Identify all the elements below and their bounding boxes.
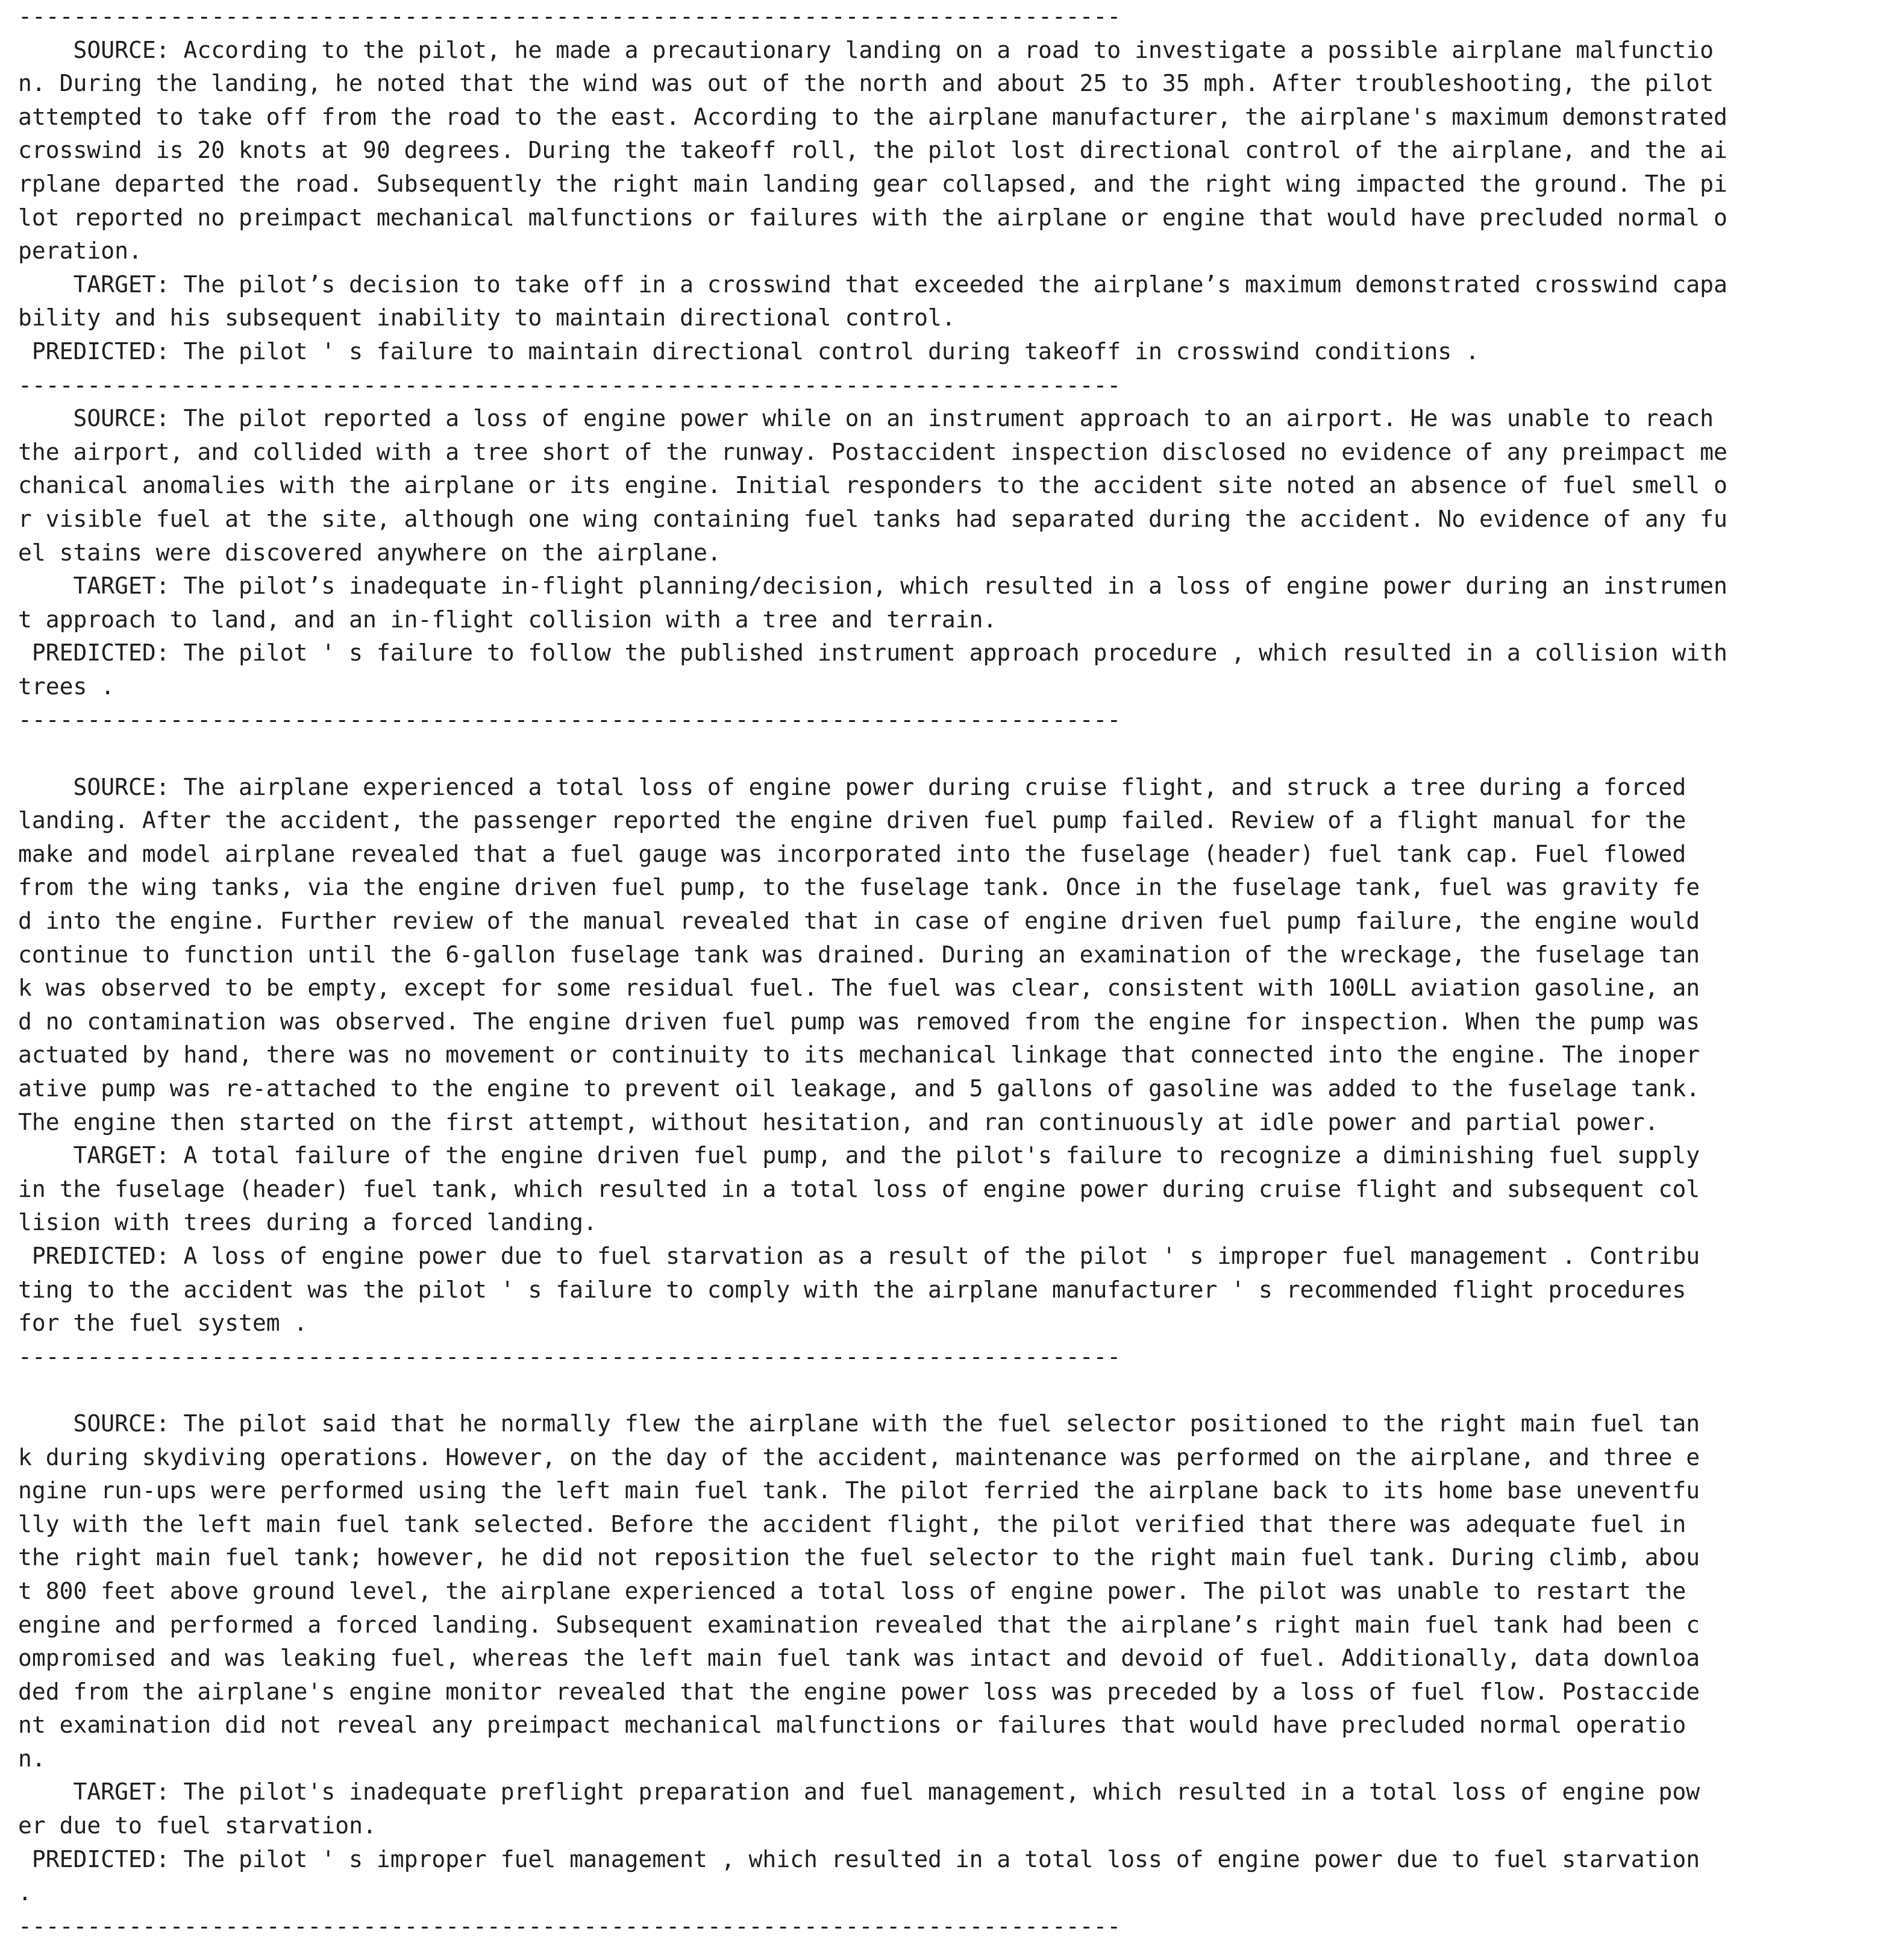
target-line: TARGET: The pilot's inadequate preflight preparation and fuel management, which resulted in a total loss of engine pow [18, 1778, 1700, 1806]
output-line: el stains were discovered anywhere on the airplane. [18, 539, 721, 566]
output-line: make and model airplane revealed that a fuel gauge was incorporated into the fuselage (header) fuel tank cap. Fuel flowed [18, 840, 1686, 867]
separator-line: -------------------------------------------------------------------------------- [18, 1912, 1121, 1939]
output-line: crosswind is 20 knots at 90 degrees. During the takeoff roll, the pilot lost directional control of the airplane, and the ai [18, 137, 1727, 164]
output-line: bility and his subsequent inability to maintain directional control. [18, 304, 956, 331]
output-line: k was observed to be empty, except for some residual fuel. The fuel was clear, consistent with 100LL aviation gasoline, an [18, 975, 1700, 1002]
output-line: the airport, and collided with a tree short of the runway. Postaccident inspection disclosed no evidence of any preimpact me [18, 438, 1727, 465]
source-line: SOURCE: The airplane experienced a total loss of engine power during cruise flight, and struck a tree during a forced [18, 773, 1686, 800]
blank-line [18, 737, 1898, 771]
separator-line: -------------------------------------------------------------------------------- [18, 1343, 1121, 1370]
source-line: SOURCE: The pilot reported a loss of engine power while on an instrument approach to an airport. He was unable to reach [18, 405, 1714, 432]
predicted-line: PREDICTED: A loss of engine power due to fuel starvation as a result of the pilot ' s improper fuel management . Contribu [18, 1242, 1700, 1269]
output-line: attempted to take off from the road to the east. According to the airplane manufacturer, the airplane's maximum demonstrated [18, 103, 1727, 130]
output-line: actuated by hand, there was no movement or continuity to its mechanical linkage that connected into the engine. The inoper [18, 1041, 1700, 1069]
output-line: k during skydiving operations. However, on the day of the accident, maintenance was performed on the airplane, and three e [18, 1443, 1700, 1471]
output-line: ative pump was re-attached to the engine to prevent oil leakage, and 5 gallons of gasoline was added to the fuselage tank. [18, 1075, 1700, 1102]
source-line: SOURCE: According to the pilot, he made a precautionary landing on a road to investigate a possible airplane malfunctio [18, 36, 1714, 63]
output-line: trees . [18, 673, 115, 700]
output-line: peration. [18, 237, 142, 265]
output-line: d into the engine. Further review of the manual revealed that in case of engine driven fuel pump failure, the engine would [18, 908, 1700, 935]
predicted-line: PREDICTED: The pilot ' s failure to maintain directional control during takeoff in crosswind conditions . [18, 337, 1480, 365]
output-line: continue to function until the 6-gallon fuselage tank was drained. During an examination of the wreckage, the fuselage tan [18, 941, 1700, 968]
output-line: . [18, 1879, 32, 1906]
output-line: The engine then started on the first attempt, without hesitation, and ran continuously at idle power and partial power. [18, 1108, 1659, 1135]
source-line: SOURCE: The pilot said that he normally flew the airplane with the fuel selector positioned to the right main fuel tan [18, 1410, 1700, 1437]
separator-line: -------------------------------------------------------------------------------- [18, 706, 1121, 733]
output-line: t 800 feet above ground level, the airplane experienced a total loss of engine power. The pilot was unable to restart the [18, 1577, 1686, 1604]
blank-line [18, 1373, 1898, 1407]
output-line: chanical anomalies with the airplane or its engine. Initial responders to the accident site noted an absence of fuel smell o [18, 472, 1727, 499]
output-line: n. During the landing, he noted that the wind was out of the north and about 25 to 35 mph. After troubleshooting, the pilot [18, 70, 1714, 97]
output-line: n. [18, 1745, 46, 1772]
output-line: r visible fuel at the site, although one wing containing fuel tanks had separated during the accident. No evidence of any fu [18, 505, 1727, 532]
output-line: ded from the airplane's engine monitor revealed that the engine power loss was preceded by a loss of fuel flow. Postaccide [18, 1678, 1700, 1705]
output-line: ting to the accident was the pilot ' s failure to comply with the airplane manufacturer ' s recommended flight procedures [18, 1276, 1686, 1303]
target-line: TARGET: A total failure of the engine driven fuel pump, and the pilot's failure to recognize a diminishing fuel supply [18, 1142, 1700, 1169]
output-line: for the fuel system . [18, 1310, 308, 1337]
target-line: TARGET: The pilot’s inadequate in-flight planning/decision, which resulted in a loss of engine power during an instrumen [18, 573, 1727, 600]
output-line: rplane departed the road. Subsequently the right main landing gear collapsed, and the right wing impacted the ground. The pi [18, 170, 1727, 197]
output-line: ngine run-ups were performed using the left main fuel tank. The pilot ferried the airplane back to its home base uneventfu [18, 1477, 1700, 1504]
output-line: in the fuselage (header) fuel tank, which resulted in a total loss of engine power during cruise flight and subsequent col [18, 1175, 1700, 1202]
output-line: lot reported no preimpact mechanical malfunctions or failures with the airplane or engine that would have precluded normal o [18, 204, 1727, 231]
target-line: TARGET: The pilot’s decision to take off in a crosswind that exceeded the airplane’s maximum demonstrated crosswind capa [18, 271, 1727, 298]
output-line: lly with the left main fuel tank selected. Before the accident flight, the pilot verified that there was adequate fuel in [18, 1510, 1686, 1537]
output-line: lision with trees during a forced landing. [18, 1209, 597, 1236]
output-line: from the wing tanks, via the engine driven fuel pump, to the fuselage tank. Once in the fuselage tank, fuel was gravity fe [18, 874, 1700, 901]
output-line: d no contamination was observed. The engine driven fuel pump was removed from the engine for inspection. When the pump was [18, 1008, 1700, 1035]
output-line: nt examination did not reveal any preimpact mechanical malfunctions or failures that would have precluded normal operatio [18, 1712, 1686, 1739]
predicted-line: PREDICTED: The pilot ' s failure to follow the published instrument approach procedure , which resulted in a collision with [18, 639, 1727, 667]
output-line: landing. After the accident, the passenger reported the engine driven fuel pump failed. Review of a flight manual for the [18, 807, 1686, 834]
output-line: the right main fuel tank; however, he did not reposition the fuel selector to the right main fuel tank. During climb, abou [18, 1544, 1700, 1571]
separator-line: -------------------------------------------------------------------------------- [18, 371, 1121, 398]
output-line: ompromised and was leaking fuel, whereas the left main fuel tank was intact and devoid of fuel. Additionally, data downloa [18, 1645, 1700, 1672]
output-line: er due to fuel starvation. [18, 1812, 377, 1839]
output-line: t approach to land, and an in-flight collision with a tree and terrain. [18, 606, 997, 633]
console-output [18, 0, 1898, 1943]
separator-line: -------------------------------------------------------------------------------- [18, 3, 1121, 30]
predicted-line: PREDICTED: The pilot ' s improper fuel management , which resulted in a total loss of engine power due to fuel starvation [18, 1845, 1700, 1872]
output-line: engine and performed a forced landing. Subsequent examination revealed that the airplane’s right main fuel tank had been c [18, 1611, 1700, 1638]
